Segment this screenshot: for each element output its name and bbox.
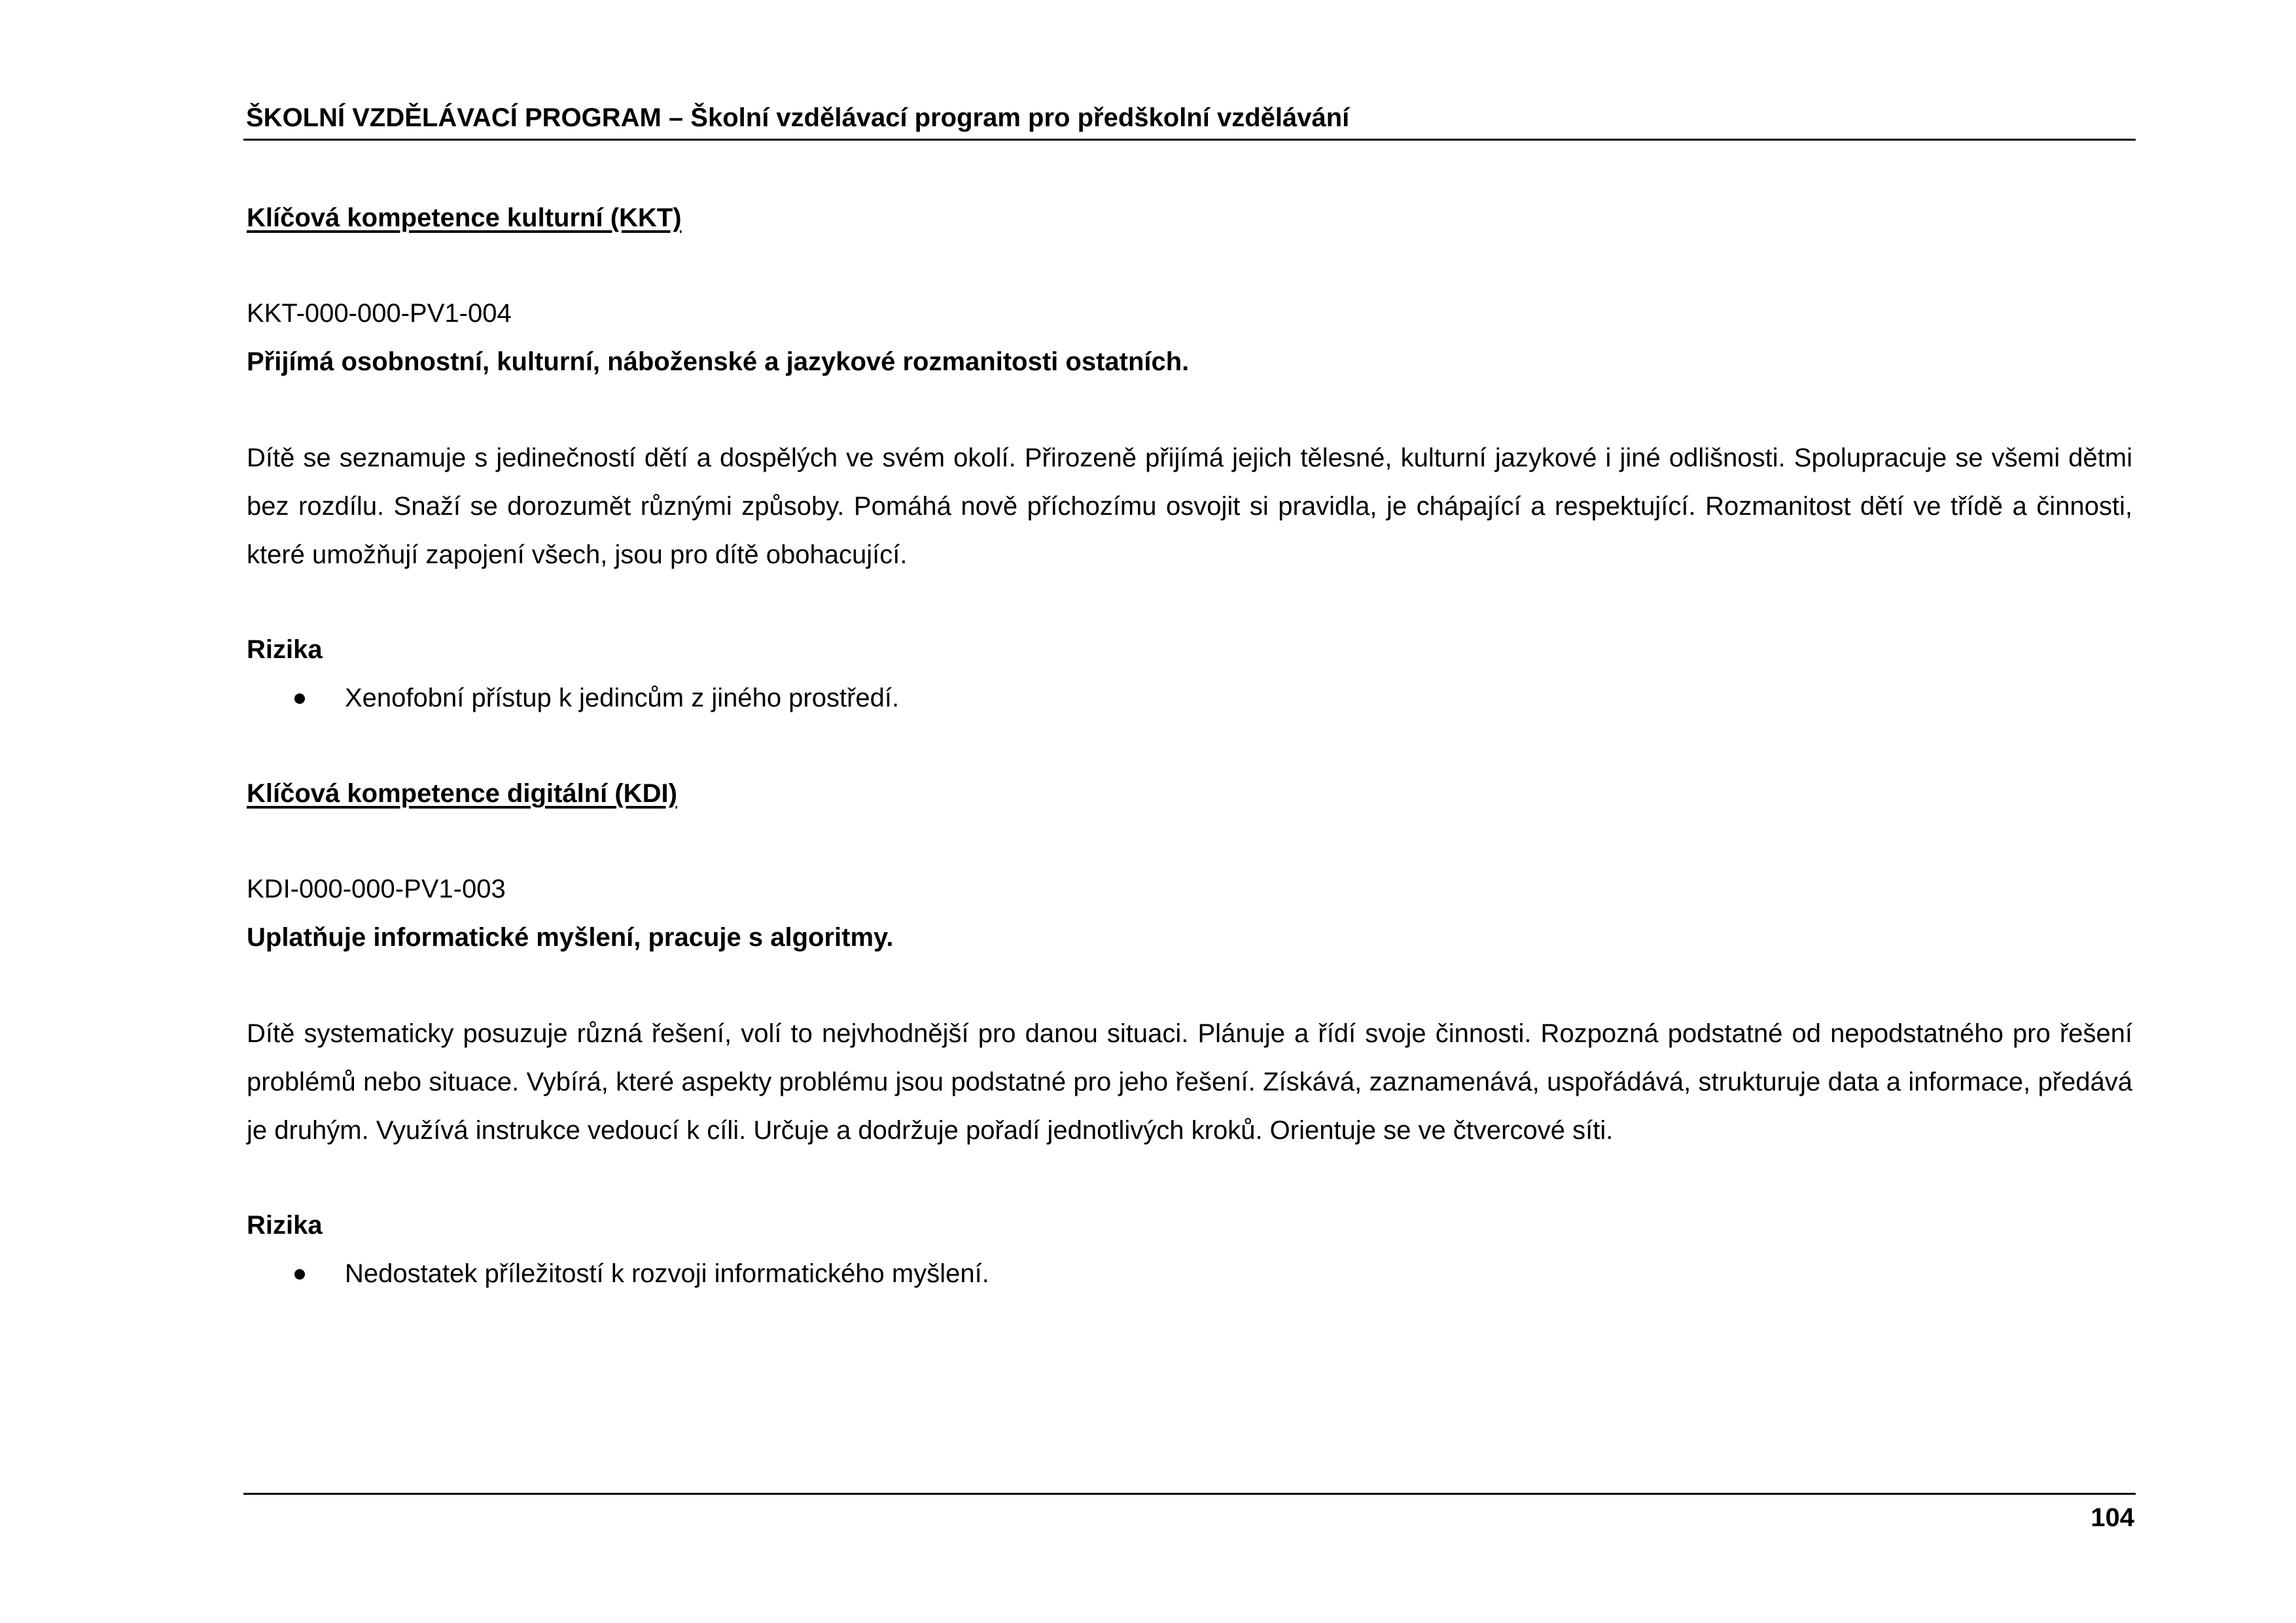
competence-description: Dítě systematicky posuzuje různá řešení, volí to nejvhodnější pro danou situaci. Plánuje a řídí svoje činnosti. Rozpozná podstatné od nepodstatného pro řešení problémů nebo situace. Vybírá, které aspekty problému jsou podstatné pro jeho řešení. Získává, zaznamenává, uspořádává, strukturuje data a informace, předává je druhým. Využívá instrukce vedoucí k cíli. Určuje a dodržuje pořadí jednotlivých kroků. Orientuje se ve čtvercové síti.: [247, 1019, 2132, 1145]
risks-list-kkt: [247, 674, 2132, 722]
section-title-kkt: [247, 194, 2132, 242]
footer-divider: [243, 1493, 2136, 1495]
competence-statement: Uplatňuje informatické myšlení, pracuje s algoritmy.: [247, 923, 894, 952]
competence-code: KKT-000-000-PV1-004: [247, 299, 512, 328]
page-header-title: ŠKOLNÍ VZDĚLÁVACÍ PROGRAM – Školní vzdělávací program pro předškolní vzdělávání: [246, 103, 1350, 132]
bullet-icon: [294, 1269, 305, 1280]
risk-text: Nedostatek příležitostí k rozvoji informatického myšlení.: [345, 1259, 989, 1288]
header-divider: [243, 139, 2136, 141]
section-heading: Klíčová kompetence digitální (KDI): [247, 779, 677, 808]
risk-item: [247, 1249, 2132, 1298]
section-heading: Klíčová kompetence kulturní (KKT): [247, 203, 682, 232]
risks-list-kdi: [247, 1249, 2132, 1298]
competence-description: Dítě se seznamuje s jedinečností dětí a dospělých ve svém okolí. Přirozeně přijímá jejich tělesné, kulturní jazykové i jiné odlišnosti. Spolupracuje se všemi dětmi bez rozdílu. Snaží se dorozumět různými způsoby. Pomáhá nově příchozímu osvojit si pravidla, je chápající a respektující. Rozmanitost dětí ve třídě a činnosti, které umožňují zapojení všech, jsou pro dítě obohacující.: [247, 444, 2132, 569]
competence-code: KDI-000-000-PV1-003: [247, 875, 506, 903]
competence-statement: Přijímá osobnostní, kulturní, náboženské a jazykové rozmanitosti ostatních.: [247, 347, 1190, 376]
risks-heading: Rizika: [247, 635, 323, 664]
page-number: 104: [2091, 1503, 2134, 1532]
section-title-kdi: [247, 769, 2132, 818]
risk-item: [247, 674, 2132, 722]
risk-text: Xenofobní přístup k jedincům z jiného prostředí.: [345, 684, 900, 712]
risks-heading: Rizika: [247, 1211, 323, 1240]
bullet-icon: [294, 693, 305, 704]
